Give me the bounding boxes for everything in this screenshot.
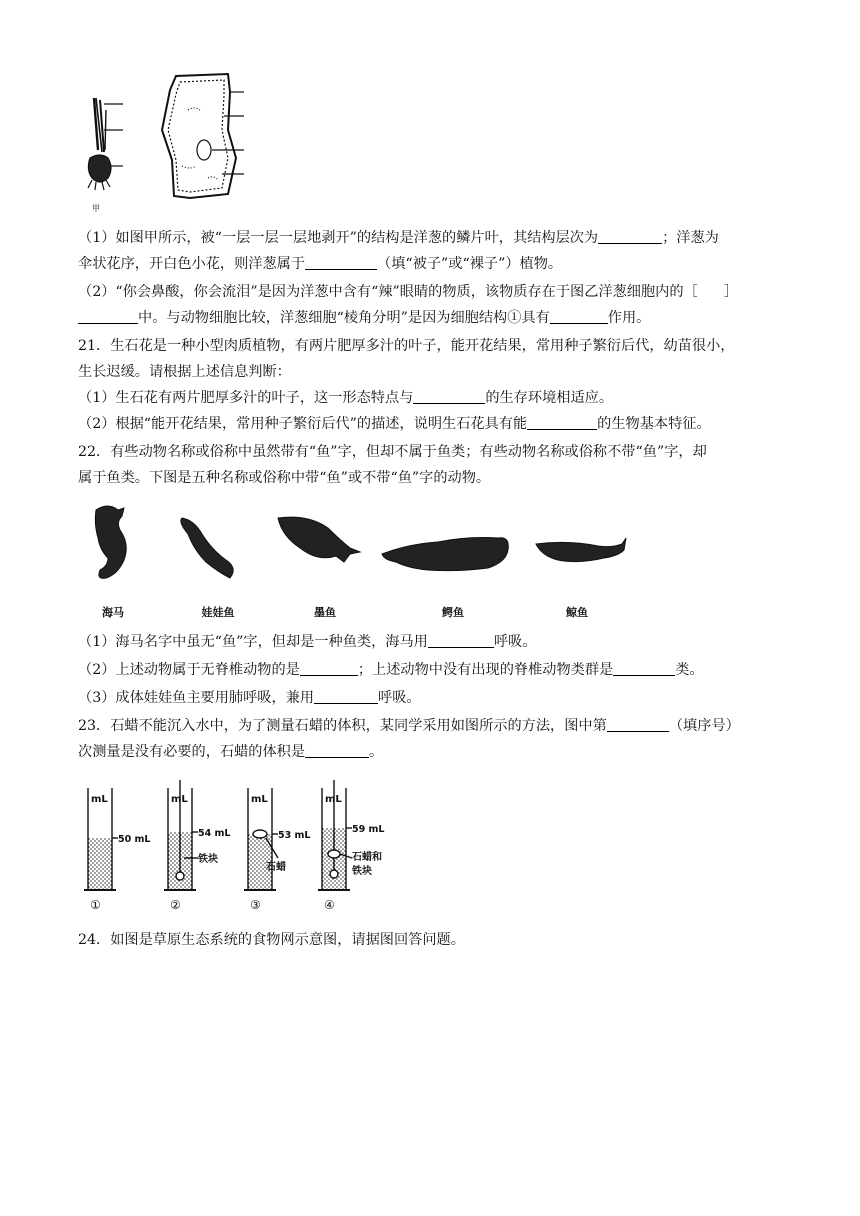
animals-figure: [78, 500, 638, 600]
svg-text:①: ①: [90, 898, 101, 912]
svg-text:53 mL: 53 mL: [278, 830, 311, 841]
answer-blank[interactable]: [550, 308, 608, 324]
svg-text:③: ③: [250, 898, 261, 912]
q23-stem-line1: 23．石蜡不能沉入水中，为了测量石蜡的体积，某同学采用如图所示的方法，图中第 （填序号）: [78, 718, 740, 734]
answer-blank[interactable]: [428, 632, 494, 648]
animal-label: 海马: [102, 606, 124, 619]
animal-label: 鳄鱼: [442, 606, 464, 619]
svg-text:54 mL: 54 mL: [198, 828, 231, 839]
q20-part1-line1: （1）如图甲所示，被“一层一层一层地剥开”的结构是洋葱的鳞片叶，其结构层次为 ；洋葱为: [78, 230, 719, 246]
animal-label: 墨鱼: [314, 606, 336, 619]
seahorse-drawing: [95, 506, 126, 578]
svg-text:铁块: 铁块: [198, 854, 218, 865]
animal-label: 鲸鱼: [566, 606, 588, 619]
svg-text:mL: mL: [251, 794, 268, 805]
q22-part2: （2）上述动物属于无脊椎动物的是 ；上述动物中没有出现的脊椎动物类群是 类。: [78, 662, 704, 678]
q21-stem-line2: 生长迟缓。请根据上述信息判断：: [78, 364, 291, 380]
answer-blank[interactable]: [305, 254, 377, 270]
q20-part2-line1: （2）“你会鼻酸，你会流泪”是因为洋葱中含有“辣”眼睛的物质，该物质存在于图乙洋葱细胞内的［ ］: [78, 284, 738, 300]
svg-text:石蜡和: 石蜡和: [352, 852, 382, 863]
answer-blank[interactable]: [613, 660, 675, 676]
q22-stem-line1: 22．有些动物名称或俗称中虽然带有“鱼”字，但却不属于鱼类；有些动物名称或俗称不带“鱼”字，却: [78, 444, 707, 460]
svg-text:mL: mL: [171, 794, 188, 805]
figure-label-jia: 甲: [92, 204, 100, 213]
answer-blank[interactable]: [598, 228, 662, 244]
answer-blank[interactable]: [607, 716, 669, 732]
onion-plant-drawing: [88, 98, 123, 190]
cylinder-figure: [80, 778, 400, 916]
svg-text:50 mL: 50 mL: [118, 834, 151, 845]
q21-part2: （2）根据“能开花结果，常用种子繁衍后代”的描述，说明生石花具有能 的生物基本特征。: [78, 416, 711, 432]
svg-text:mL: mL: [91, 794, 108, 805]
answer-blank[interactable]: [305, 742, 369, 758]
q21-stem-line1: 21．生石花是一种小型肉质植物，有两片肥厚多汁的叶子，能开花结果，常用种子繁衍后代，幼苗很小，: [78, 338, 735, 354]
salamander-drawing: [181, 518, 233, 578]
answer-blank[interactable]: [413, 388, 485, 404]
svg-text:铁块: 铁块: [352, 866, 372, 877]
answer-blank[interactable]: [314, 688, 378, 704]
q23-stem-line2: 次测量是没有必要的，石蜡的体积是 。: [78, 744, 384, 760]
q20-part1-line2: 伞状花序，开白色小花，则洋葱属于 （填“被子”或“裸子”）植物。: [78, 256, 563, 272]
q22-part1: （1）海马名字中虽无“鱼”字，但却是一种鱼类，海马用 呼吸。: [78, 634, 537, 650]
q22-stem-line2: 属于鱼类。下图是五种名称或俗称中带“鱼”或不带“鱼”字的动物。: [78, 470, 491, 486]
q24-stem: 24．如图是草原生态系统的食物网示意图，请据图回答问题。: [78, 932, 465, 948]
q22-part3: （3）成体娃娃鱼主要用肺呼吸，兼用 呼吸。: [78, 690, 421, 706]
whale-drawing: [536, 538, 626, 562]
q20-part2-line2: 中。与动物细胞比较，洋葱细胞“棱角分明”是因为细胞结构①具有 作用。: [78, 308, 650, 328]
cuttlefish-drawing: [278, 517, 360, 562]
onion-cell-drawing: [162, 74, 244, 198]
q21-part1: （1）生石花有两片肥厚多汁的叶子，这一形态特点与 的生存环境相适应。: [78, 390, 614, 406]
answer-blank[interactable]: [300, 660, 358, 676]
svg-text:59 mL: 59 mL: [352, 824, 385, 835]
svg-text:mL: mL: [325, 794, 342, 805]
answer-blank[interactable]: [527, 414, 597, 430]
onion-figure: [78, 70, 278, 220]
animal-label: 娃娃鱼: [201, 606, 235, 619]
svg-text:石蜡: 石蜡: [266, 862, 286, 873]
crocodile-drawing: [382, 538, 508, 571]
svg-text:②: ②: [170, 898, 181, 912]
answer-blank[interactable]: [78, 308, 138, 324]
svg-text:④: ④: [324, 898, 335, 912]
